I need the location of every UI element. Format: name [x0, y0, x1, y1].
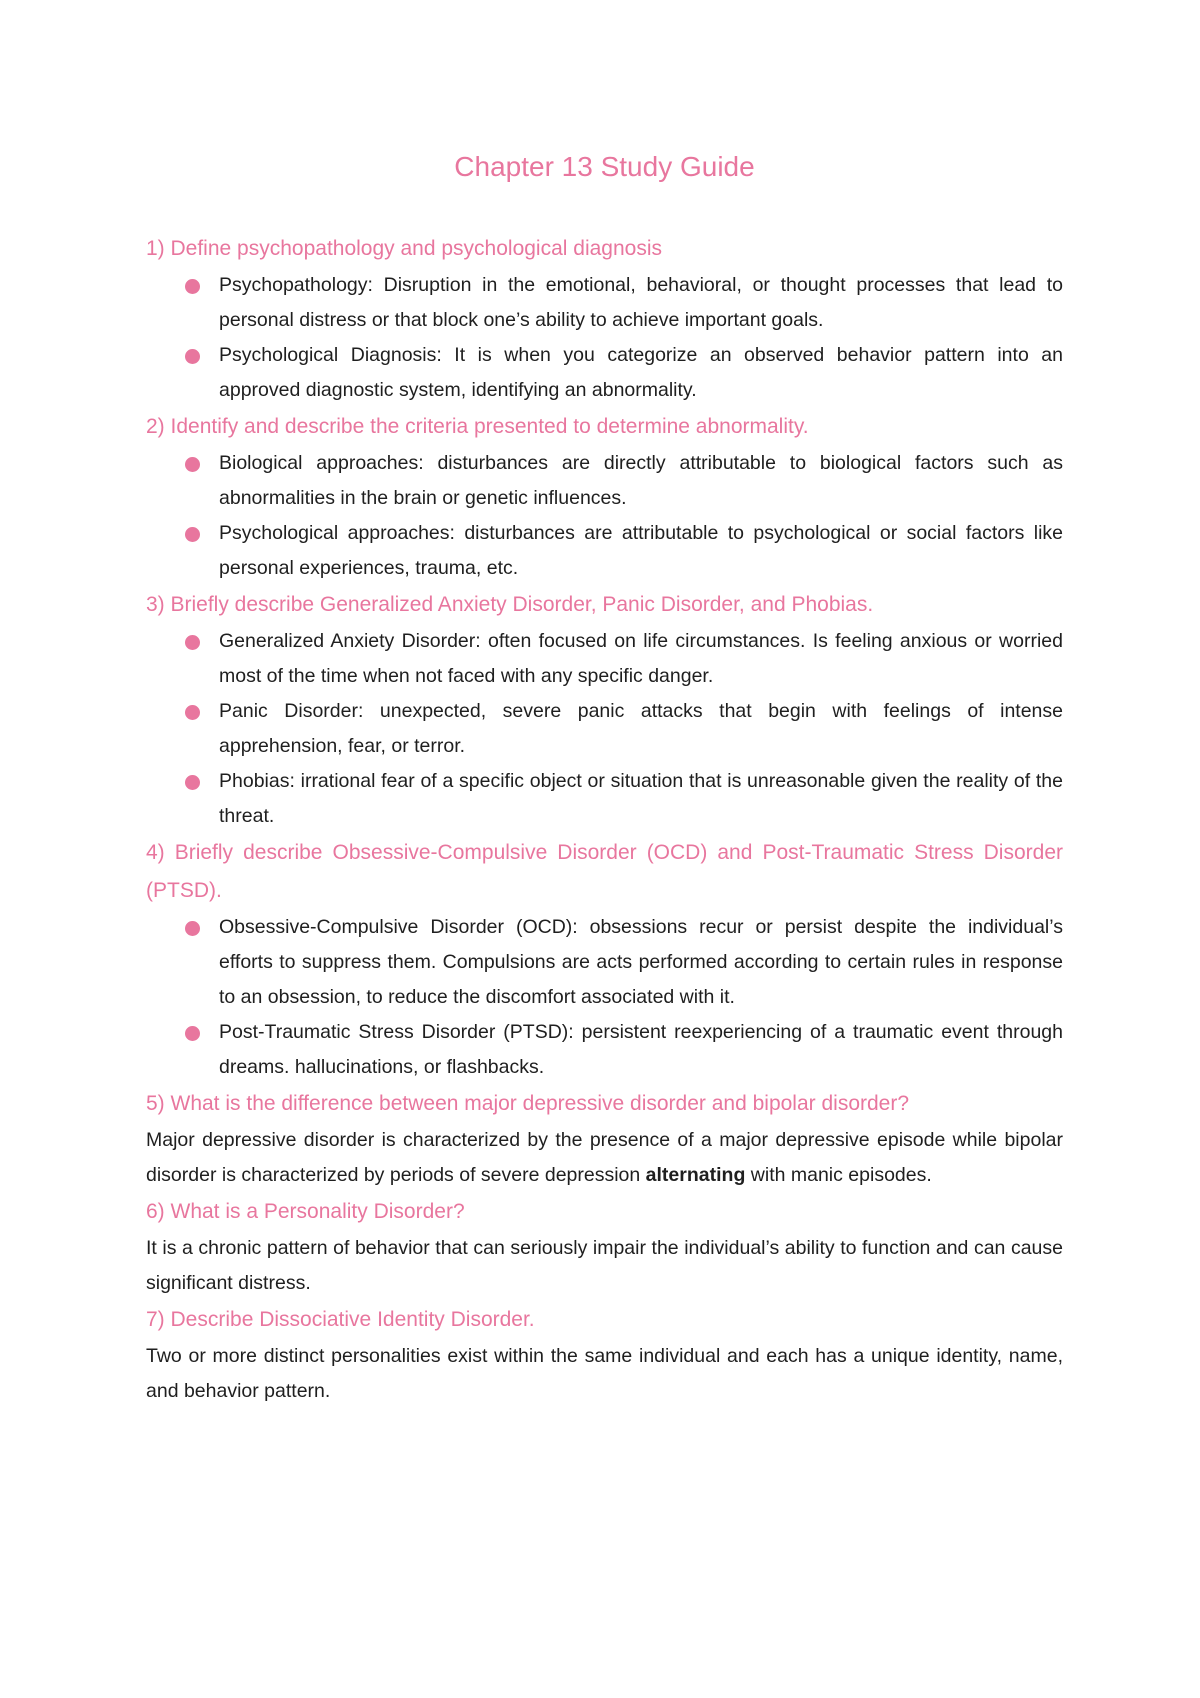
section-7	[146, 1301, 1063, 1409]
bullet-text: Panic Disorder: unexpected, severe panic attacks that begin with feelings of intense apprehension, fear, or terror.	[219, 700, 1063, 757]
bullet-item	[146, 694, 1063, 764]
bullet-dot-icon	[185, 527, 200, 542]
bullet-dot-icon	[185, 921, 200, 936]
bullet-dot-icon	[185, 349, 200, 364]
bullet-text: Psychological approaches: disturbances are attributable to psychological or social factors like personal experiences, trauma, etc.	[219, 522, 1063, 579]
section-heading: 1) Define psychopathology and psychological diagnosis	[146, 237, 662, 260]
section-3	[146, 586, 1063, 834]
section-4	[146, 834, 1063, 1085]
bullet-dot-icon	[185, 775, 200, 790]
page-title: Chapter 13 Study Guide	[454, 151, 755, 182]
section-heading: 6) What is a Personality Disorder?	[146, 1200, 465, 1223]
bullet-list	[146, 910, 1063, 1085]
bullet-text: Psychopathology: Disruption in the emotional, behavioral, or thought processes that lead to personal distress or that block one’s ability to achieve important goals.	[219, 274, 1063, 331]
section-heading: 4) Briefly describe Obsessive-Compulsive Disorder (OCD) and Post-Traumatic Stress Disorder (PTSD).	[146, 841, 1063, 902]
bullet-item	[146, 910, 1063, 1015]
answer-paragraph: It is a chronic pattern of behavior that can seriously impair the individual’s ability to function and can cause significant distress.	[146, 1237, 1063, 1294]
bullet-text: Post-Traumatic Stress Disorder (PTSD): persistent reexperiencing of a traumatic event through dreams. hallucinations, or flashbacks.	[219, 1021, 1063, 1078]
answer-paragraph: Two or more distinct personalities exist within the same individual and each has a unique identity, name, and behavior pattern.	[146, 1345, 1063, 1402]
bullet-text: Obsessive-Compulsive Disorder (OCD): obsessions recur or persist despite the individual’s efforts to suppress them. Compulsions are acts performed according to certain rules in response to an obsession, to reduce the discomfort associated with it.	[219, 916, 1063, 1008]
section-heading: 5) What is the difference between major depressive disorder and bipolar disorder?	[146, 1092, 910, 1115]
answer-paragraph	[146, 1123, 1063, 1193]
bullet-text: Phobias: irrational fear of a specific object or situation that is unreasonable given the reality of the threat.	[219, 770, 1063, 827]
bullet-dot-icon	[185, 705, 200, 720]
section-5	[146, 1085, 1063, 1193]
section-heading: 2) Identify and describe the criteria presented to determine abnormality.	[146, 415, 809, 438]
bullet-item	[146, 338, 1063, 408]
bullet-item	[146, 624, 1063, 694]
bullet-item	[146, 516, 1063, 586]
bullet-text: Generalized Anxiety Disorder: often focused on life circumstances. Is feeling anxious or worried most of the time when not faced with any specific danger.	[219, 630, 1063, 687]
bullet-item	[146, 268, 1063, 338]
section-2	[146, 408, 1063, 586]
bullet-dot-icon	[185, 279, 200, 294]
answer-text: with manic episodes.	[745, 1164, 932, 1186]
bullet-list	[146, 446, 1063, 586]
bullet-dot-icon	[185, 457, 200, 472]
bullet-list	[146, 268, 1063, 408]
bullet-text: Psychological Diagnosis: It is when you categorize an observed behavior pattern into an approved diagnostic system, identifying an abnormality.	[219, 344, 1063, 401]
section-heading: 3) Briefly describe Generalized Anxiety Disorder, Panic Disorder, and Phobias.	[146, 593, 874, 616]
study-guide-content	[146, 230, 1063, 1409]
section-heading: 7) Describe Dissociative Identity Disorder.	[146, 1308, 535, 1331]
bullet-item	[146, 446, 1063, 516]
section-1	[146, 230, 1063, 408]
bullet-list	[146, 624, 1063, 834]
emphasized-word: alternating	[645, 1164, 746, 1186]
bullet-dot-icon	[185, 1026, 200, 1041]
bullet-item	[146, 1015, 1063, 1085]
bullet-item	[146, 764, 1063, 834]
section-6	[146, 1193, 1063, 1301]
bullet-text: Biological approaches: disturbances are directly attributable to biological factors such as abnormalities in the brain or genetic influences.	[219, 452, 1063, 509]
bullet-dot-icon	[185, 635, 200, 650]
answer-text: Major depressive disorder is characterized by the presence of a major depressive episode while bipolar disorder is characterized by periods of severe depression	[146, 1129, 1063, 1186]
